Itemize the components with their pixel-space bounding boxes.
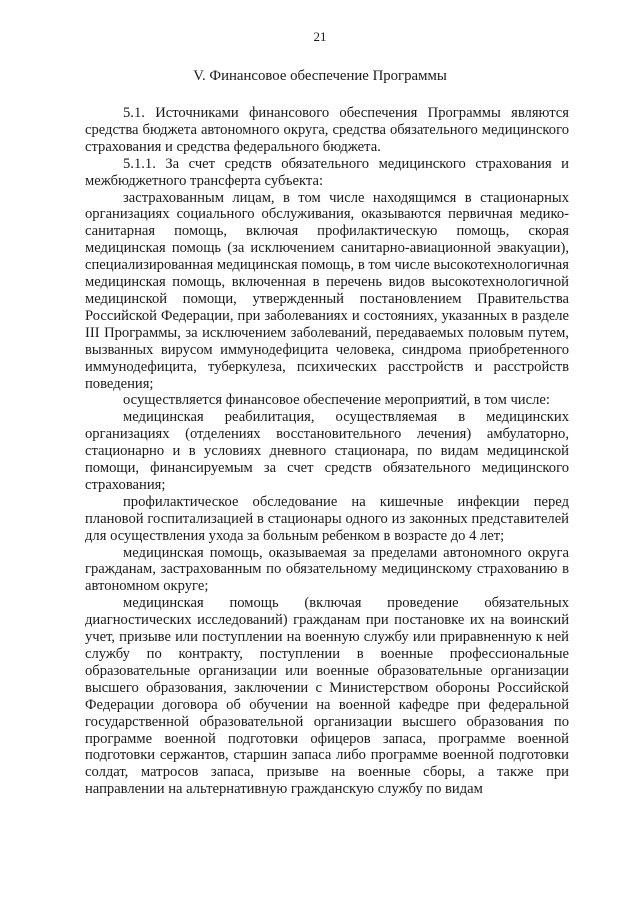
paragraph-5-1: 5.1. Источниками финансового обеспечения Программы являются средства бюджета автономного округа, средства обязательного медицинского страхования и средства федерального бюджета. <box>85 105 569 155</box>
paragraph-financing-measures: осуществляется финансовое обеспечение мероприятий, в том числе: <box>123 392 550 409</box>
paragraph-5-1-1: 5.1.1. За счет средств обязательного медицинского страхования и межбюджетного трансферта субъекта: <box>85 155 569 189</box>
document-body <box>85 105 569 798</box>
section-heading: V. Финансовое обеспечение Программы <box>193 68 447 84</box>
paragraph-outside-region: медицинская помощь, оказываемая за пределами автономного округа гражданам, застрахованным по обязательному медицинскому страхованию в автономном округе; <box>85 544 569 595</box>
paragraph-rehabilitation: медицинская реабилитация, осуществляемая в медицинских организациях (отделениях восстановительного лечения) амбулаторно, стационарно и в условиях дневного стационара, по видам медицинской помощи, финансируемым за счет средств обязательного медицинского страхования; <box>85 409 569 493</box>
paragraph-military-registration: медицинская помощь (включая проведение обязательных диагностических исследований) гражданам при постановке их на воинский учет, призыве или поступлении на военную службу или приравненную к ней службу по контракту, поступлении в военные профессиональные образовательные организации или военные образовательные организации высшего образования, заключении с Министерством обороны Российской Федерации договора об обучении на военной кафедре при федеральной государственной образовательной организации высшего образования по программе военной подготовки офицеров запаса, программе военной подготовки сержантов, старшин запаса либо программе военной подготовки солдат, матросов запаса, призыве на военные сборы, а также при направлении на альтернативную гражданскую службу по видам <box>85 595 569 798</box>
page-number: 21 <box>313 29 327 44</box>
paragraph-preventive-exam: профилактическое обследование на кишечные инфекции перед плановой госпитализацией в стационары одного из законных представителей для осуществления ухода за больным ребенком в возрасте до 4 лет; <box>85 493 569 544</box>
paragraph-insured-persons: застрахованным лицам, в том числе находящимся в стационарных организациях социального обслуживания, оказываются первичная медико-санитарная помощь, включая профилактическую помощь, скорая медицинская помощь (за исключением санитарно-авиационной эвакуации), специализированная медицинская помощь, в том числе высокотехнологичная медицинская помощь, включенная в перечень видов высокотехнологичной медицинской помощи, утвержденный постановлением Правительства Российской Федерации, при заболеваниях и состояниях, указанных в разделе III Программы, за исключением заболеваний, передаваемых половым путем, вызванных вирусом иммунодефицита человека, синдрома приобретенного иммунодефицита, туберкулеза, психических расстройств и расстройств поведения; <box>85 189 569 392</box>
